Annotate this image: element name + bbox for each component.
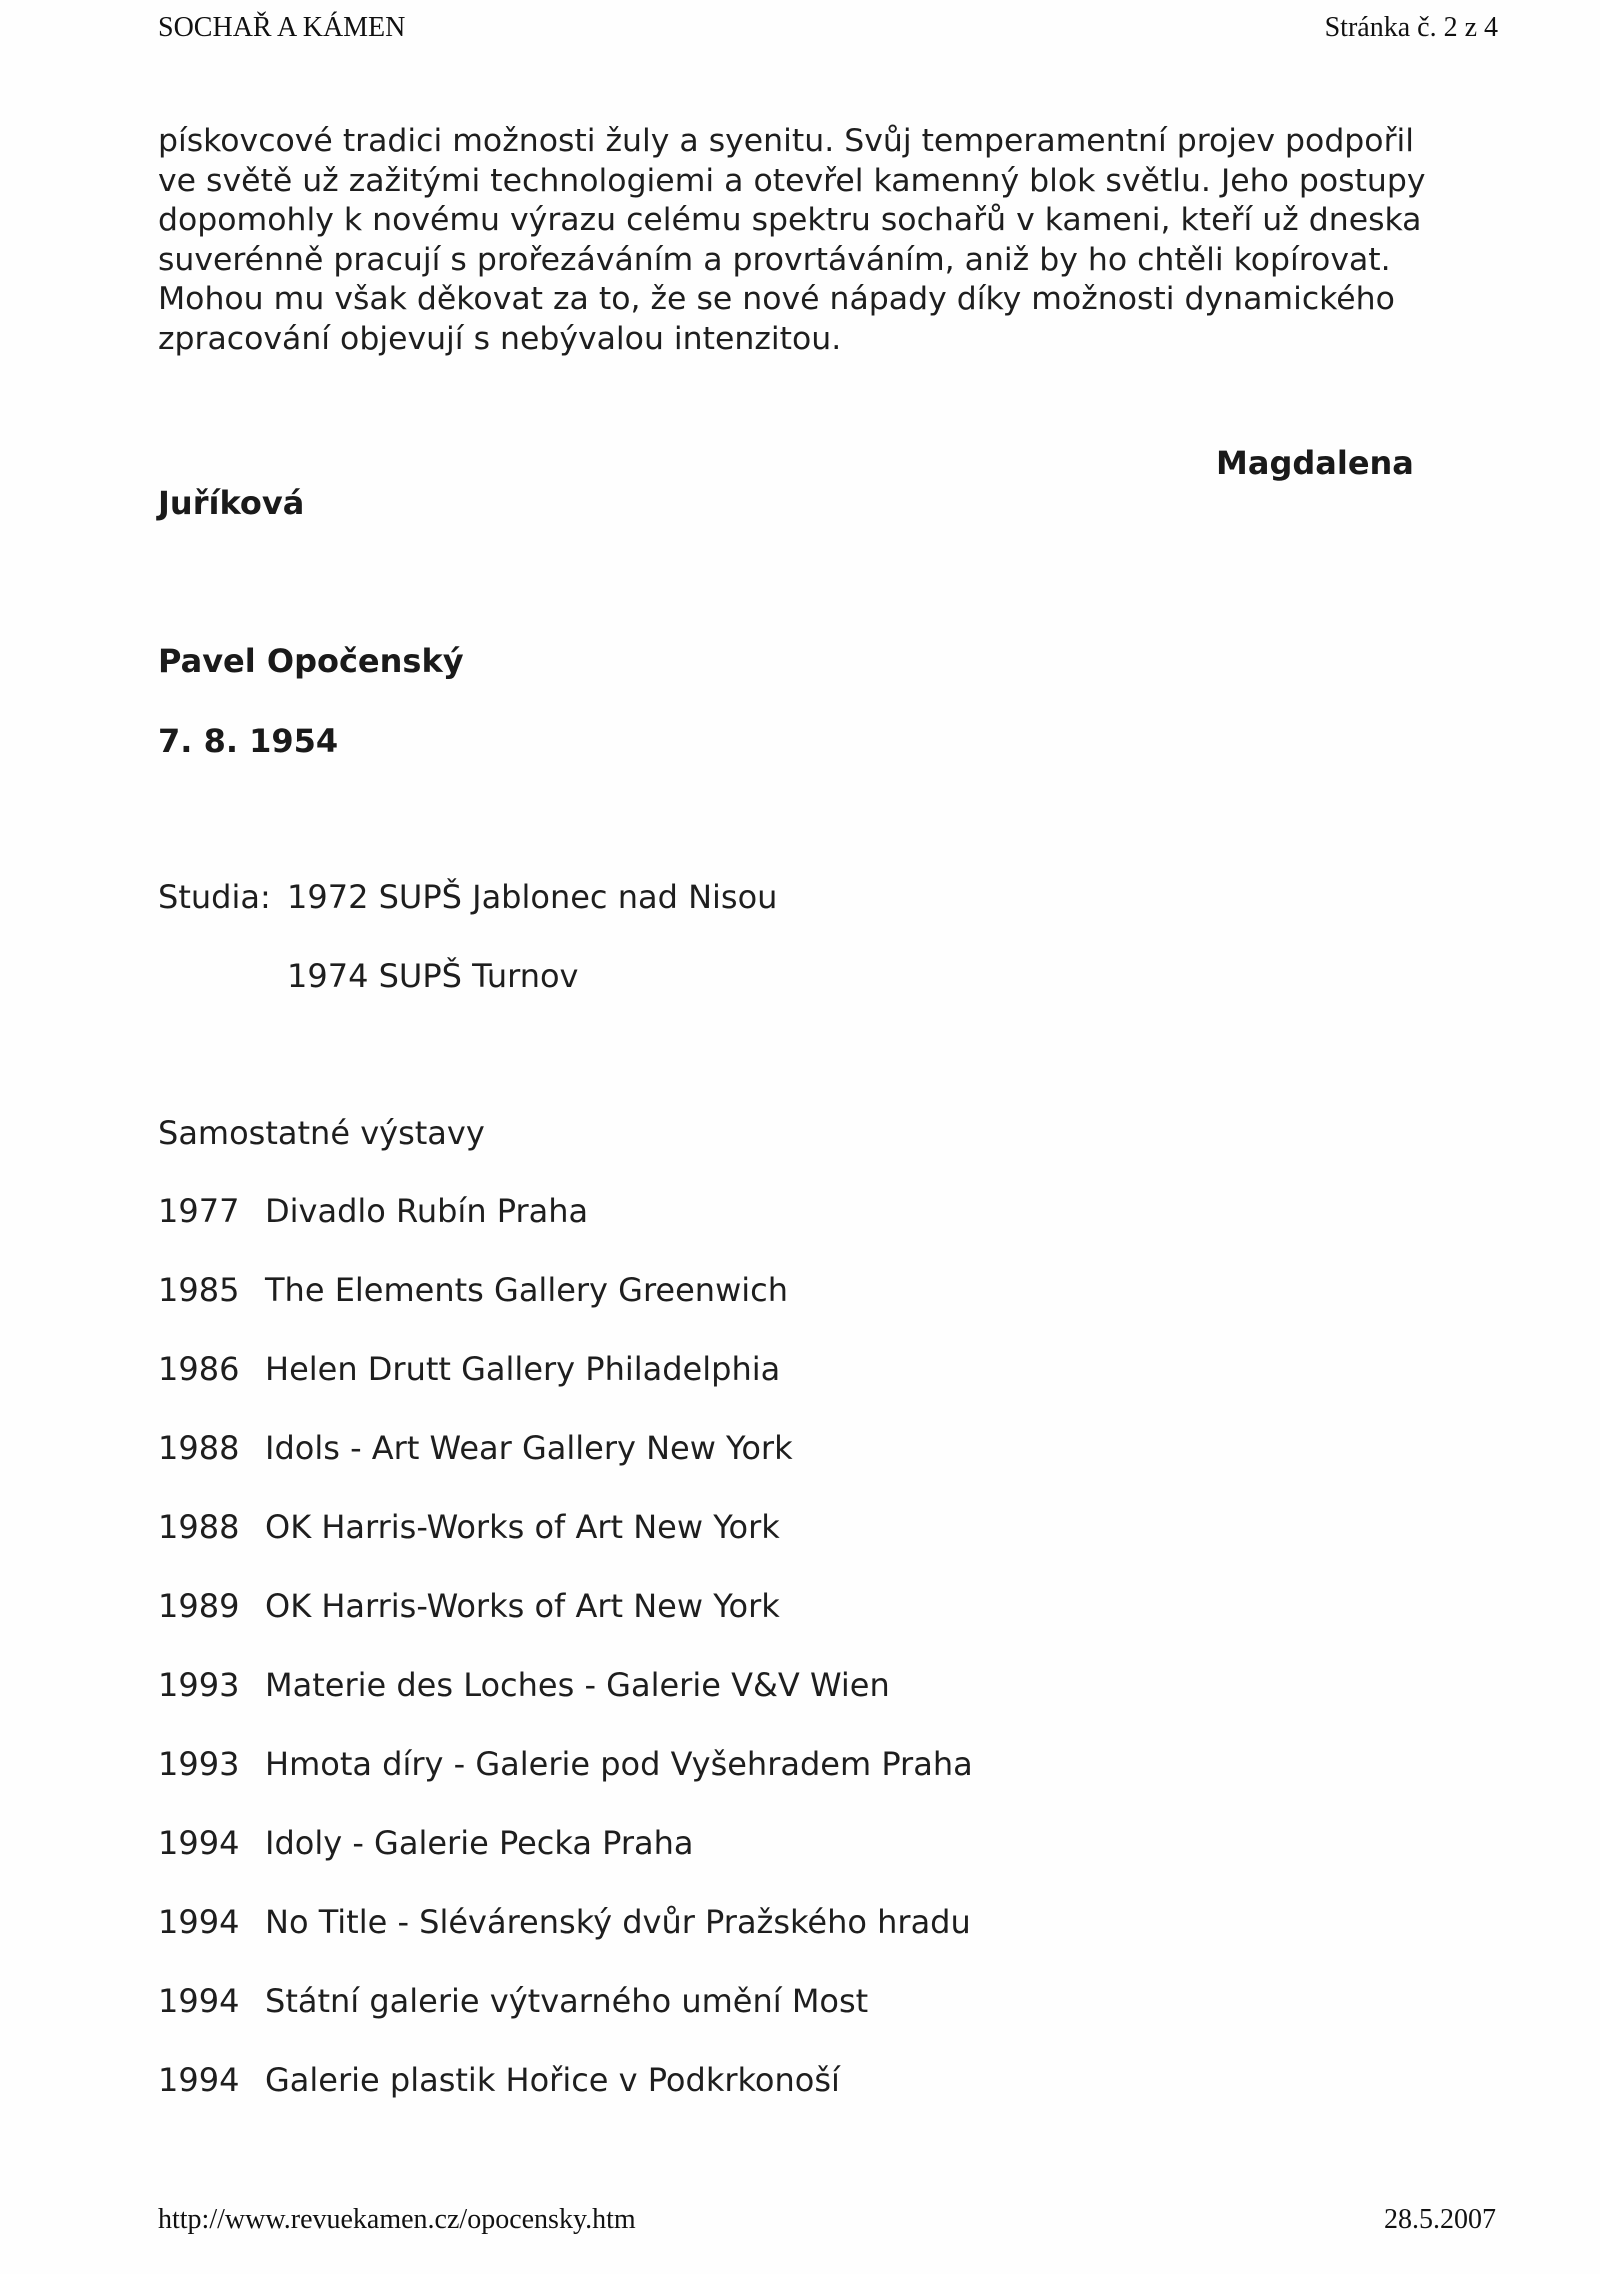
exhibitions-list [158,1192,973,2140]
exhibition-title: Hmota díry - Galerie pod Vyšehradem Praha [265,1745,973,1783]
exhibition-title: Galerie plastik Hořice v Podkrkonoší [265,2061,840,2099]
exhibition-title: OK Harris-Works of Art New York [265,1587,780,1625]
exhibition-item [158,1350,973,1429]
studia-item: 1974 SUPŠ Turnov [287,957,579,995]
exhibition-year: 1988 [158,1429,240,1467]
exhibition-year: 1985 [158,1271,240,1309]
exhibition-item [158,2061,973,2140]
exhibition-year: 1994 [158,1824,240,1862]
exhibition-title: Materie des Loches - Galerie V&V Wien [265,1666,890,1704]
footer-date: 28.5.2007 [1384,2204,1496,2235]
paragraph-line: zpracování objevují s nebývalou intenzitou. [158,320,842,357]
paragraph-line: pískovcové tradici možnosti žuly a syenitu. Svůj temperamentní projev podpořil [158,123,1415,159]
paragraph-line: ve světě už zažitými technologiemi a otevřel kamenný blok světlu. Jeho postupy [158,162,1426,199]
paragraph-line: dopomohly k novému výrazu celému spektru sochařů v kameni, kteří už dneska [158,202,1422,238]
artist-birth-date: 7. 8. 1954 [158,722,339,760]
exhibition-item [158,1508,973,1587]
exhibition-title: The Elements Gallery Greenwich [265,1271,788,1309]
exhibition-year: 1977 [158,1192,240,1230]
studia-label: Studia: [158,878,271,916]
exhibition-year: 1993 [158,1745,240,1783]
exhibition-year: 1994 [158,1903,240,1941]
exhibition-year: 1988 [158,1508,240,1546]
exhibition-title: Státní galerie výtvarného umění Most [265,1982,869,2020]
paragraph-line: suverénně pracují s prořezáváním a provrtáváním, aniž by ho chtěli kopírovat. [158,241,1391,278]
exhibition-item [158,1824,973,1903]
page-number: Stránka č. 2 z 4 [1324,12,1498,43]
article-paragraph [158,122,1498,359]
exhibition-title: Idols - Art Wear Gallery New York [265,1429,793,1467]
exhibition-year: 1989 [158,1587,240,1625]
exhibition-item [158,1192,973,1271]
exhibition-item [158,1587,973,1666]
exhibition-year: 1986 [158,1350,240,1388]
exhibition-title: Divadlo Rubín Praha [265,1192,589,1230]
exhibition-item [158,1271,973,1350]
exhibition-title: OK Harris-Works of Art New York [265,1508,780,1546]
header-title: SOCHAŘ A KÁMEN [158,12,406,43]
exhibition-title: No Title - Slévárenský dvůr Pražského hradu [265,1903,971,1941]
author-first-name: Magdalena [1216,444,1414,482]
artist-name: Pavel Opočenský [158,642,464,680]
exhibition-item [158,1903,973,1982]
exhibition-year: 1994 [158,1982,240,2020]
exhibition-item [158,1429,973,1508]
exhibition-year: 1993 [158,1666,240,1704]
author-last-name: Juříková [158,484,305,522]
studia-item: 1972 SUPŠ Jablonec nad Nisou [287,878,778,916]
exhibition-title: Idoly - Galerie Pecka Praha [265,1824,694,1862]
exhibition-item [158,1982,973,2061]
exhibitions-heading: Samostatné výstavy [158,1114,485,1152]
exhibition-year: 1994 [158,2061,240,2099]
exhibition-title: Helen Drutt Gallery Philadelphia [265,1350,781,1388]
exhibition-item [158,1745,973,1824]
exhibition-item [158,1666,973,1745]
paragraph-line: Mohou mu však děkovat za to, že se nové nápady díky možnosti dynamického [158,281,1395,317]
footer-url: http://www.revuekamen.cz/opocensky.htm [158,2204,636,2235]
